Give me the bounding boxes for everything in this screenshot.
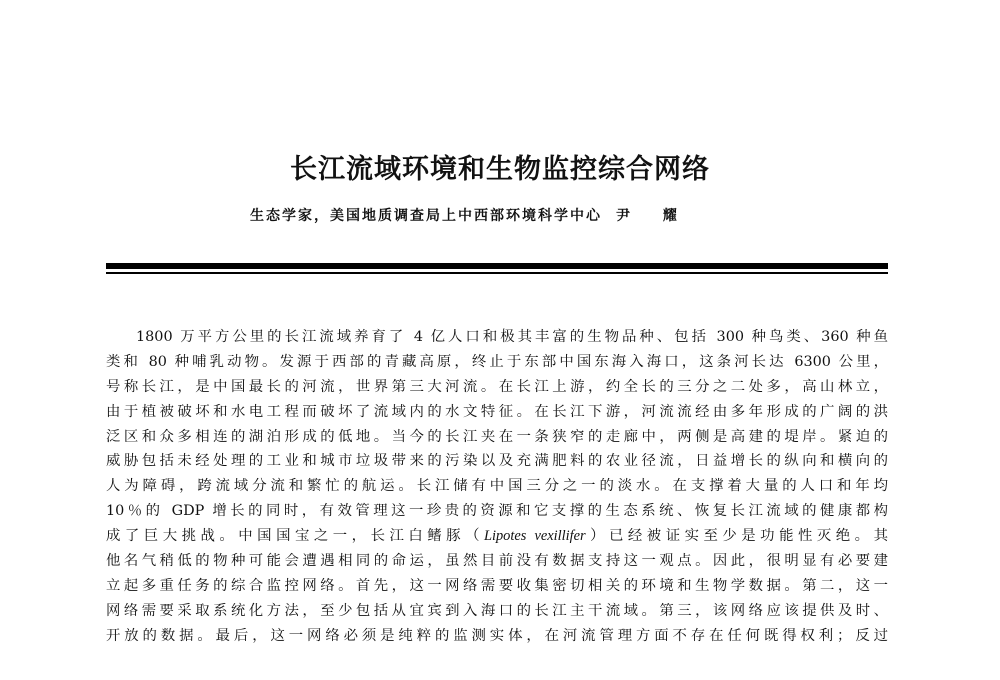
header-rule-thin [106, 272, 888, 274]
body-line: 他名气稍低的物种可能会遭遇相同的命运，虽然目前没有数据支持这一观点。因此，很明显有必要建 [106, 553, 888, 570]
body-line: 由于植被破坏和水电工程而破坏了流域内的水文特征。在长江下游，河流流经由多年形成的广阔的洪 [106, 403, 888, 420]
body-line: 号称长江，是中国最长的河流，世界第三大河流。在长江上游，约全长的三分之二处多，高山林立， [106, 378, 888, 395]
body-line: 威胁包括未经处理的工业和城市垃圾带来的污染以及充满肥料的农业径流，日益增长的纵向和横向的 [106, 453, 888, 470]
body-line: 立起多重任务的综合监控网络。首先，这一网络需要收集密切相关的环境和生物学数据。第二，这一 [106, 577, 888, 594]
body-line-segment: 成了巨大挑战。中国国宝之一，长江白鳍豚（ [106, 528, 484, 545]
byline [250, 205, 770, 225]
body-line: 网络需要采取系统化方法，至少包括从宜宾到入海口的长江主干流域。第三，该网络应该提供及时、 [106, 602, 888, 619]
article-title: 长江流域环境和生物监控综合网络 [290, 154, 710, 185]
body-line: 1800 万平方公里的长江流域养育了 4 亿人口和极其丰富的生物品种、包括 300 种鸟类、360 种鱼 [136, 329, 888, 345]
article-body [106, 325, 888, 649]
header-rule-thick [106, 263, 888, 269]
species-latin-name: Lipotes vexillifer [483, 528, 586, 545]
body-line-segment: ）已经被证实至少是功能性灭绝。其 [585, 528, 888, 545]
body-line: 10％的 GDP 增长的同时，有效管理这一珍贵的资源和它支撑的生态系统、恢复长江流域的健康都构 [106, 503, 888, 520]
body-line: 开放的数据。最后，这一网络必须是纯粹的监测实体，在河流管理方面不存在任何既得权利；反过 [106, 627, 888, 644]
body-line: 人为障碍，跨流域分流和繁忙的航运。长江储有中国三分之一的淡水。在支撑着大量的人口和年均 [106, 478, 888, 495]
body-line-with-species [106, 524, 888, 549]
body-line: 泛区和众多相连的湖泊形成的低地。当今的长江夹在一条狭窄的走廊中，两侧是高建的堤岸。紧迫的 [106, 428, 888, 445]
author-affiliation: 生态学家，美国地质调查局上中西部环境科学中心 [250, 208, 602, 224]
body-line: 类和 80 种哺乳动物。发源于西部的青藏高原，终止于东部中国东海入海口，这条河长达 6300 公里， [106, 353, 888, 370]
author-name: 尹 耀 [616, 208, 691, 224]
